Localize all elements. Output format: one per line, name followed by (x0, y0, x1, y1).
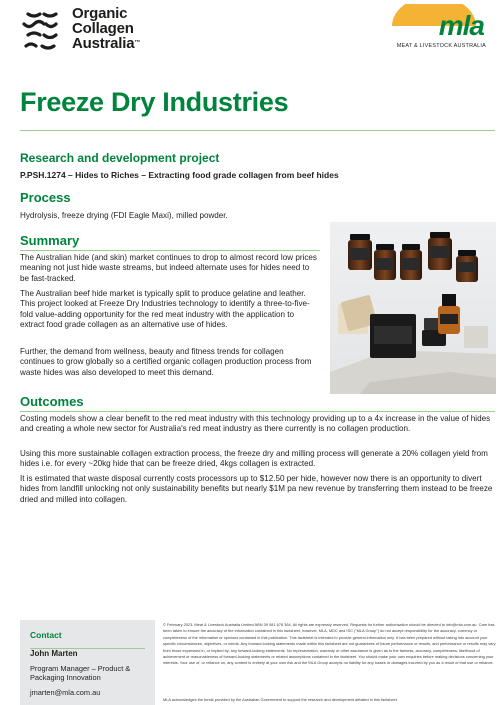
funding-acknowledgement: MLA acknowledges the funds provided by the Australian Government to support the research and development detailed in this factsheet. (163, 697, 398, 702)
outcomes-paragraph-2: Using this more sustainable collagen extraction process, the freeze dry and milling process will generate a 20% collagen yield from hides i.e. for every ~20kg hide that can be freeze dried, 4kgs collagen is extracted. (20, 449, 488, 469)
mla-subtitle: MEAT & LIVESTOCK AUSTRALIA (396, 43, 486, 49)
outcomes-paragraph-3: It is estimated that waste disposal currently costs processors up to $12.50 per hide, however now there is an opportunity to divert hides from landfill unlocking not only sustainability benefits but nearly $1M pa new revenue by transferring them instead to be freeze dried and milled into collagen. (20, 474, 493, 504)
oca-line-3: Australia™ (72, 35, 141, 52)
summary-paragraph-3: Further, the demand from wellness, beauty and fitness trends for collagen continues to grow globally so a certified organic collagen production process from waste hides was also developed to meet this demand. (20, 347, 312, 377)
summary-divider (20, 250, 320, 251)
legal-disclaimer: © February 2023. Meat & Livestock Australia Limited ABN 39 081 678 364. All rights are expressly reserved. Requests for further authorisation should be directed to info@mla.com.au. Care has been taken to ensure the accuracy of the information contained in this factsheet, however, MLA, MDC and ISC ("MLA Group") do not accept responsibility for the accuracy, currency or completeness of the information or opinions contained in this publication. This factsheet is intended to provide general information only. It has been prepared without taking into account your specific circumstances, objectives, or needs. Any forward-looking statements made within this factsheet are not guarantees of future performance or results, and performance or results may vary from those expressed in, or implied by, any forward-looking statements. No representation, warranty or other assurance is given as to the fairness, accuracy, completeness, likelihood of achievement or reasonableness of forward-looking statements or related assumptions contained in the factsheet. You should make your own enquiries before making decisions concerning your interests. Your use of, or reliance on, any content is entirely at your own risk and the MLA Group accepts no liability for any losses or damages incurred by you as a result of that use or reliance. (163, 622, 496, 666)
project-heading: Research and development project (20, 151, 220, 165)
process-heading: Process (20, 190, 71, 205)
page-header (0, 0, 500, 60)
organic-collagen-australia-logo (20, 4, 160, 54)
contact-role: Program Manager – Product & Packaging Innovation (30, 664, 131, 683)
oca-swirl-mark-icon (20, 8, 64, 52)
contact-email-link[interactable]: jmarten@mla.com.au (30, 687, 101, 697)
mla-wordmark: mla (438, 10, 484, 41)
oca-wordmark (72, 6, 140, 51)
outcomes-paragraph-1: Costing models show a clear benefit to the red meat industry with this technology providing up to a 4x increase in the value of hides and creating a whole new sector for Australia's red meat industry as there currently is no collagen production. (20, 414, 491, 434)
title-divider (20, 130, 495, 131)
mla-logo (382, 4, 492, 52)
contact-divider (30, 648, 145, 649)
oca-line-2: Collagen (72, 20, 134, 37)
page-title: Freeze Dry Industries (20, 87, 289, 117)
summary-paragraph-2: The Australian beef hide market is typically split to produce gelatine and leather. This project looked at Freeze Dry Industries technology to identify a three-to-five-fold value-adding opportunity for the red meat industry with the application to extract food grade collagen as an alternative use of hides. (20, 289, 310, 330)
contact-box (20, 620, 155, 705)
collagen-products-photo (330, 222, 496, 394)
summary-heading: Summary (20, 233, 80, 248)
contact-name: John Marten (30, 649, 78, 658)
project-code: P.PSH.1274 – Hides to Riches – Extracting food grade collagen from beef hides (20, 170, 339, 180)
outcomes-heading: Outcomes (20, 394, 84, 409)
contact-heading: Contact (30, 630, 62, 640)
outcomes-divider (20, 411, 495, 412)
summary-paragraph-1: The Australian hide (and skin) market continues to drop to almost record low prices meaning not just hide waste streams, but indeed alternate uses for hides need to be fast-tracked. (20, 253, 317, 283)
oca-line-1: Organic (72, 5, 128, 22)
process-text: Hydrolysis, freeze drying (FDI Eagle Maxi), milled powder. (20, 211, 228, 220)
